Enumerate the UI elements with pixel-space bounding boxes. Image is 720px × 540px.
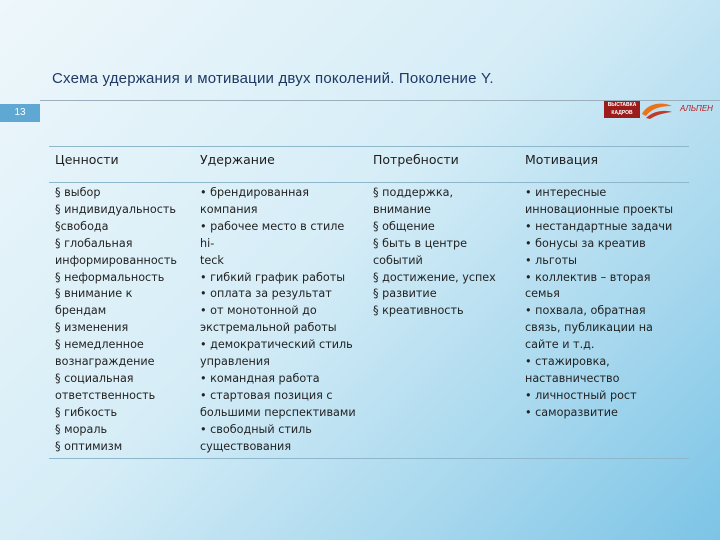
- cell-line: управления: [200, 355, 270, 369]
- cell-line: • интересные: [525, 186, 607, 199]
- cell-line: § изменения: [55, 321, 129, 335]
- cell-line: § оптимизм: [55, 439, 123, 453]
- cell-line: § индивидуальность: [55, 202, 176, 216]
- cell-line: сайте и т.д.: [525, 338, 595, 352]
- cell-line: семья: [525, 287, 560, 301]
- cell-line: событий: [373, 253, 423, 267]
- cell-line: • льготы: [525, 253, 577, 267]
- cell-line: • брендированная: [200, 186, 309, 199]
- cell-line: • от монотонной до: [200, 304, 317, 318]
- cell-line: компания: [200, 202, 258, 216]
- cell-line: • бонусы за креатив: [525, 236, 646, 250]
- values-cell: [49, 183, 194, 459]
- swoosh-logo-icon: [640, 100, 674, 120]
- cell-line: § неформальность: [55, 270, 165, 284]
- cell-line: брендам: [55, 304, 107, 318]
- sponsor-logos: [600, 99, 720, 121]
- cell-line: существования: [200, 439, 292, 453]
- header-values: Ценности: [49, 147, 194, 183]
- motivation-table: [49, 146, 689, 459]
- cell-line: § внимание к: [55, 287, 133, 301]
- cell-line: § креативность: [373, 304, 464, 318]
- cell-line: § мораль: [55, 422, 108, 436]
- cell-line: §свобода: [55, 219, 109, 233]
- cell-line: информированность: [55, 253, 177, 267]
- cell-line: § социальная: [55, 371, 134, 385]
- cell-line: • коллектив – вторая: [525, 270, 651, 284]
- cell-line: § немедленное: [55, 338, 144, 352]
- cell-line: § выбор: [55, 186, 101, 199]
- cell-line: связь, публикации на: [525, 321, 653, 335]
- cell-line: экстремальной работы: [200, 321, 337, 335]
- cell-line: • рабочее место в стиле hi-: [200, 219, 345, 250]
- motivation-cell: [519, 183, 689, 459]
- slide-title: Схема удержания и мотивации двух поколений. Поколение Y.: [52, 70, 494, 87]
- cell-line: вознаграждение: [55, 355, 155, 369]
- header-retention: Удержание: [194, 147, 367, 183]
- cell-line: • стартовая позиция с: [200, 388, 333, 402]
- cell-line: • командная работа: [200, 371, 320, 385]
- company-logo-text: АЛЬПЕН: [680, 104, 713, 113]
- cell-line: § развитие: [373, 287, 437, 301]
- cell-line: наставничество: [525, 371, 620, 385]
- cell-line: • демократический стиль: [200, 338, 353, 352]
- slide-number: 13: [0, 104, 40, 122]
- cell-line: • саморазвитие: [525, 405, 618, 419]
- needs-cell: [367, 183, 519, 459]
- table-header-row: [49, 147, 689, 183]
- header-motivation: Мотивация: [519, 147, 689, 183]
- cell-line: • стажировка,: [525, 355, 610, 369]
- cell-line: § поддержка,: [373, 186, 454, 199]
- cell-line: внимание: [373, 202, 431, 216]
- retention-cell: [194, 183, 367, 459]
- cell-line: § достижение, успех: [373, 270, 496, 284]
- cell-line: ответственность: [55, 388, 156, 402]
- cell-line: § общение: [373, 219, 435, 233]
- header-needs: Потребности: [367, 147, 519, 183]
- table-row: [49, 183, 689, 459]
- cell-line: • похвала, обратная: [525, 304, 646, 318]
- cell-line: § быть в центре: [373, 236, 468, 250]
- cell-line: teck: [200, 253, 224, 267]
- cell-line: инновационные проекты: [525, 202, 674, 216]
- cell-line: § глобальная: [55, 236, 133, 250]
- cell-line: • гибкий график работы: [200, 270, 346, 284]
- cell-line: • оплата за результат: [200, 287, 332, 301]
- cell-line: • личностный рост: [525, 388, 637, 402]
- exhibition-logo: ВЫСТАВКА КАДРОВ: [604, 101, 640, 118]
- cell-line: • нестандартные задачи: [525, 219, 673, 233]
- cell-line: § гибкость: [55, 405, 118, 419]
- cell-line: большими перспективами: [200, 405, 356, 419]
- cell-line: • свободный стиль: [200, 422, 312, 436]
